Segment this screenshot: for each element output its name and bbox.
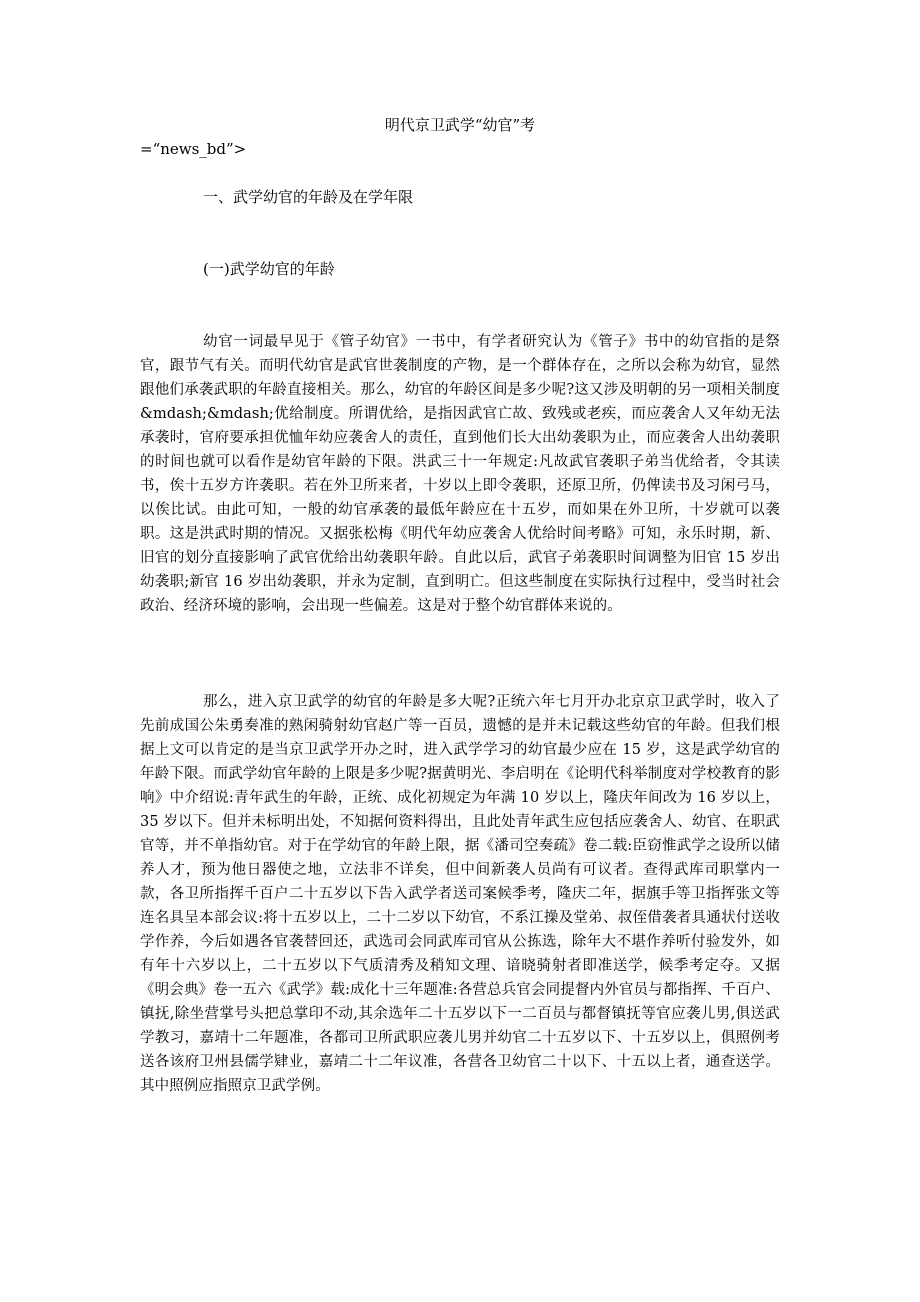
body-paragraph-2: 那么，进入京卫武学的幼官的年龄是多大呢?正统六年七月开办北京京卫武学时，收入了先前成国公朱勇奏准的熟闲骑射幼官赵广等一百员，遗憾的是并未记载这些幼官的年龄。但我们根据上文可以肯定的是当京卫武学开办之时，进入武学学习的幼官最少应在 15 岁，这是武学幼官的年龄下限。而武学幼官年龄的上限是多少呢?据黄明光、李启明在《论明代科举制度对学校教育的影响》中介绍说:青年武生的年龄，正统、成化初规定为年满 10 岁以上，隆庆年间改为 16 岁以上，35 岁以下。但并未标明出处，不知据何资料得出，且此处青年武生应包括应袭舍人、幼官、在职武官等，并不单指幼官。对于在学幼官的年龄上限，据《潘司空奏疏》卷二载:臣窃惟武学之设所以储养人才，预为他日器使之地，立法非不详矣，但中间新袭人员尚有可议者。查得武库司职掌内一款，各卫所指挥千百户二十五岁以下告入武学者送司案候季考，隆庆二年，据旗手等卫指挥张文等连名具呈本部会议:将十五岁以上，二十二岁以下幼官，不系江操及堂弟、叔侄借袭者具通状付送收学作养，今后如遇各官袭替回还，武选司会同武库司官从公拣选，除年大不堪作养听付验发外，如有年十六岁以上，二十五岁以下气质清秀及稍知文理、谙晓骑射者即准送学，候季考定夺。又据《明会典》卷一五六《武学》载:成化十三年题准:各营总兵官会同提督内外官员与都指挥、千百户、镇抚,除坐营掌号头把总掌印不动,其余选年二十五岁以下一二百员与都督镇抚等官应袭儿男,俱送武学教习，嘉靖十二年题准，各都司卫所武职应袭儿男并幼官二十五岁以下、十五岁以上，俱照例考送各该府卫州县儒学肄业，嘉靖二十二年议准，各营各卫幼官二十以下、十五以上者，通查送学。其中照例应指照京卫武学例。 <box>140 694 780 1094</box>
document-title: 明代京卫武学“幼官”考 <box>384 116 536 134</box>
section-heading: 一、武学幼官的年龄及在学年限 <box>203 188 414 206</box>
stray-markup-text: =“news_bd”> <box>140 140 247 158</box>
subsection-heading: (一)武学幼官的年龄 <box>203 260 335 278</box>
body-paragraph-1: 幼官一词最早见于《管子幼官》一书中，有学者研究认为《管子》书中的幼官指的是祭官，跟节气有关。而明代幼官是武官世袭制度的产物，是一个群体存在，之所以会称为幼官，显然跟他们承袭武职的年龄直接相关。那么，幼官的年龄区间是多少呢?这又涉及明朝的另一项相关制度&mdash;&mdash;优给制度。所谓优给，是指因武官亡故、致残或老疾，而应袭舍人又年幼无法承袭时，官府要承担优恤年幼应袭舍人的责任，直到他们长大出幼袭职为止，而应袭舍人出幼袭职的时间也就可以看作是幼官年龄的下限。洪武三十一年规定:凡故武官袭职子弟当优给者，令其读书，俟十五岁方许袭职。若在外卫所来者，十岁以上即令袭职，还原卫所，仍俾读书及习闲弓马，以俟比试。由此可知，一般的幼官承袭的最低年龄应在十五岁，而如果在外卫所，十岁就可以袭职。这是洪武时期的情况。又据张松梅《明代年幼应袭舍人优给时间考略》可知，永乐时期，新、旧官的划分直接影响了武官优给出幼袭职年龄。自此以后，武官子弟袭职时间调整为旧官 15 岁出幼袭职;新官 16 岁出幼袭职，并永为定制，直到明亡。但这些制度在实际执行过程中，受当时社会政治、经济环境的影响，会出现一些偏差。这是对于整个幼官群体来说的。 <box>140 334 780 614</box>
